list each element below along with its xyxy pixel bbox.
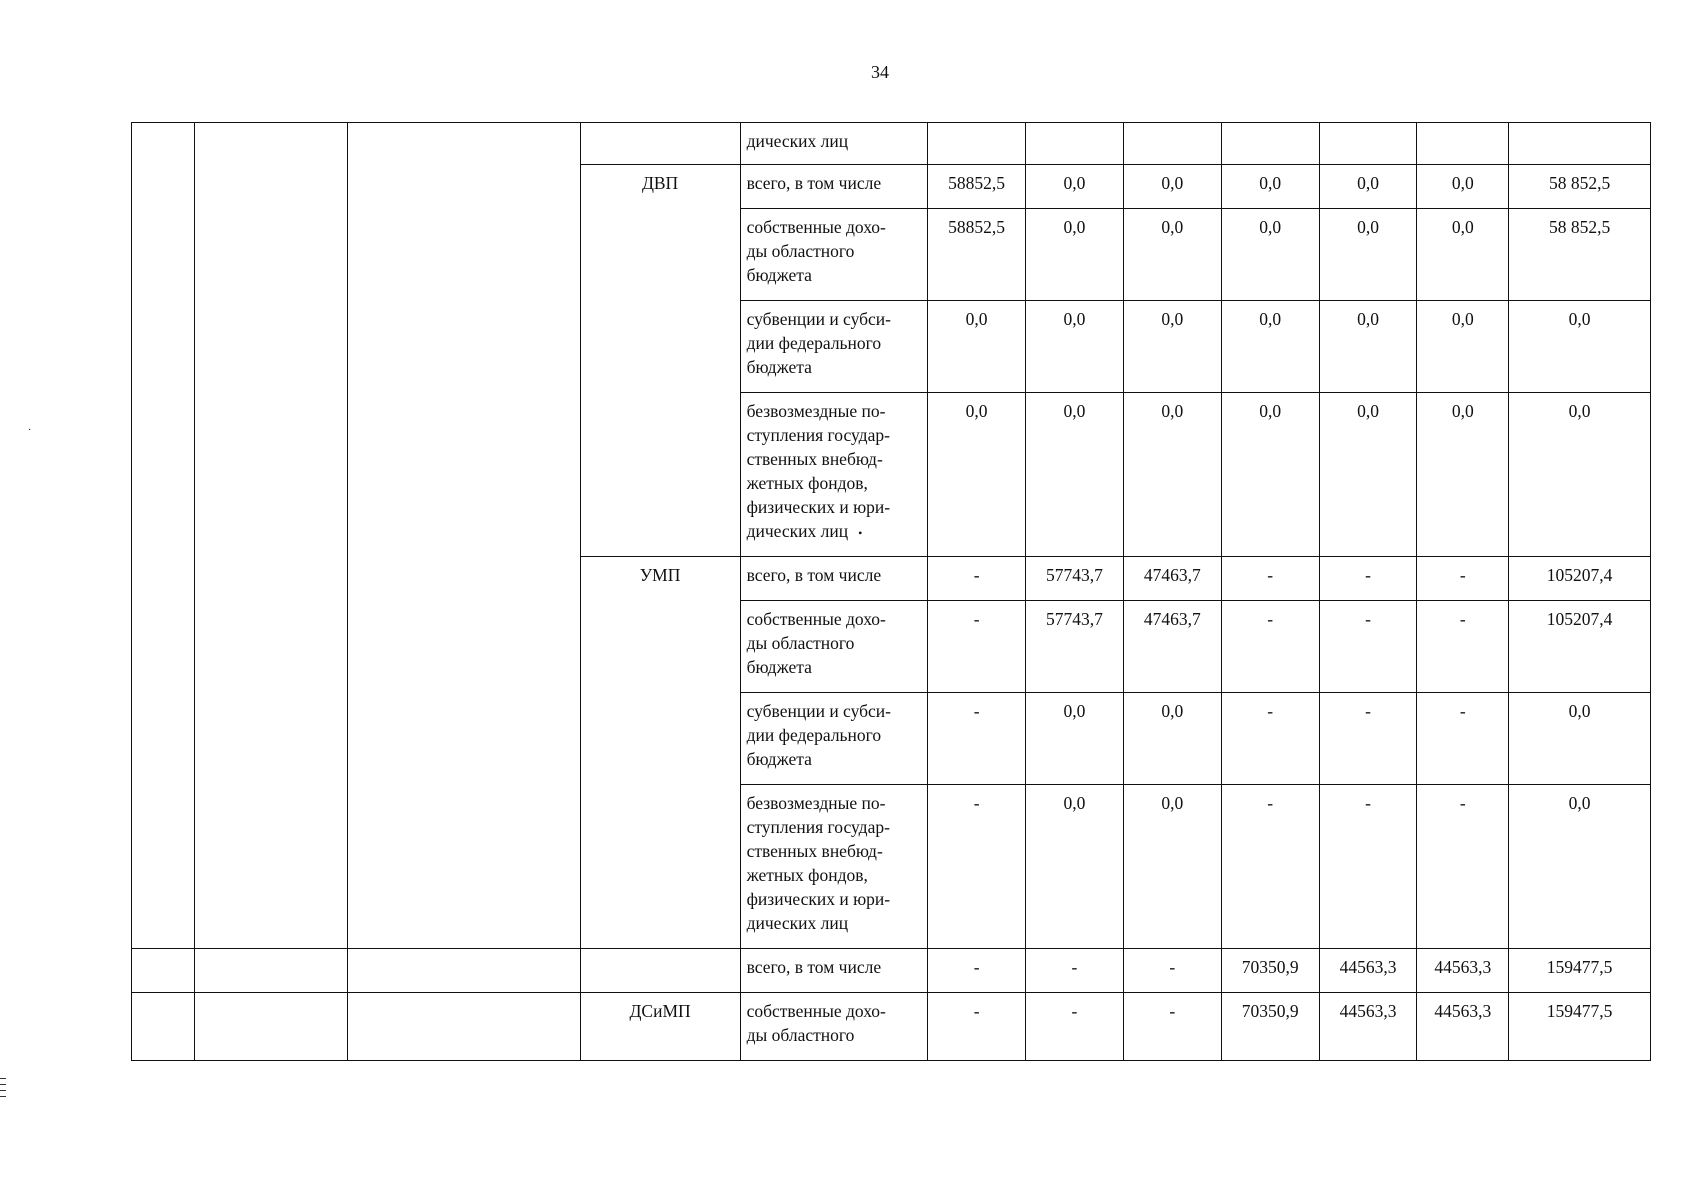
index-cell (132, 123, 195, 949)
dot-mark: • (858, 526, 863, 540)
org-cell: УМП (580, 557, 740, 949)
index-cell (132, 993, 195, 1061)
funding-source-cell: безвозмездные по- ступления государ- ственных внебюд- жетных фондов, физических и юри- дических лиц (740, 785, 928, 949)
value-cell: 0,0 (1221, 393, 1319, 557)
total-cell: 159477,5 (1509, 949, 1651, 993)
funding-source-text: безвозмездные по- ступления государ- ственных внебюд- жетных фондов, физических и юри- дических лиц (746, 401, 891, 541)
value-cell: 0,0 (1123, 785, 1221, 949)
total-cell: 58 852,5 (1509, 209, 1651, 301)
event-cell (195, 949, 348, 993)
org-cell: ДСиМП (580, 993, 740, 1061)
budget-table (131, 122, 1651, 1061)
funding-source-cell: собственные дохо- ды областного (740, 993, 928, 1061)
total-cell (1509, 123, 1651, 165)
funding-source-cell: субвенции и субси- дии федерального бюджета (740, 301, 928, 393)
value-cell: 47463,7 (1123, 601, 1221, 693)
value-cell: 0,0 (1123, 393, 1221, 557)
org-cell (580, 949, 740, 993)
table-row (132, 993, 1651, 1061)
table-row (132, 949, 1651, 993)
value-cell: - (1026, 993, 1124, 1061)
value-cell: 0,0 (1319, 301, 1417, 393)
value-cell (1221, 123, 1319, 165)
total-cell: 159477,5 (1509, 993, 1651, 1061)
value-cell: 0,0 (1026, 693, 1124, 785)
value-cell: 0,0 (1026, 785, 1124, 949)
total-cell: 0,0 (1509, 301, 1651, 393)
funding-source-cell: собственные дохо- ды областного бюджета (740, 209, 928, 301)
value-cell (1123, 123, 1221, 165)
value-cell: 0,0 (1221, 301, 1319, 393)
value-cell: - (928, 949, 1026, 993)
funding-source-cell: всего, в том числе (740, 949, 928, 993)
value-cell: - (928, 693, 1026, 785)
value-cell: - (1221, 785, 1319, 949)
value-cell: 0,0 (1123, 301, 1221, 393)
value-cell: - (1319, 693, 1417, 785)
funding-source-cell: собственные дохо- ды областного бюджета (740, 601, 928, 693)
value-cell: 57743,7 (1026, 601, 1124, 693)
funding-source-cell: субвенции и субси- дии федерального бюджета (740, 693, 928, 785)
funding-source-cell: всего, в том числе (740, 165, 928, 209)
name-cell (348, 949, 580, 993)
value-cell: - (928, 785, 1026, 949)
value-cell: - (1221, 693, 1319, 785)
value-cell: 0,0 (1026, 301, 1124, 393)
total-cell: 0,0 (1509, 393, 1651, 557)
value-cell: - (1319, 557, 1417, 601)
value-cell: 0,0 (1417, 301, 1509, 393)
value-cell: 0,0 (1221, 209, 1319, 301)
value-cell: 44563,3 (1319, 993, 1417, 1061)
funding-source-cell (740, 393, 928, 557)
value-cell: 0,0 (1417, 393, 1509, 557)
value-cell: - (1319, 785, 1417, 949)
value-cell (1417, 123, 1509, 165)
value-cell: 58852,5 (928, 209, 1026, 301)
index-cell (132, 949, 195, 993)
value-cell: - (1123, 993, 1221, 1061)
funding-source-cell: всего, в том числе (740, 557, 928, 601)
name-cell (348, 993, 580, 1061)
value-cell: 0,0 (1417, 209, 1509, 301)
table-row (132, 123, 1651, 165)
value-cell: - (1221, 557, 1319, 601)
value-cell: 0,0 (1319, 209, 1417, 301)
value-cell: 0,0 (1417, 165, 1509, 209)
value-cell: - (1417, 557, 1509, 601)
value-cell: 58852,5 (928, 165, 1026, 209)
value-cell: 0,0 (1026, 209, 1124, 301)
name-cell (348, 123, 580, 949)
value-cell: 0,0 (1123, 165, 1221, 209)
value-cell: 0,0 (1026, 165, 1124, 209)
value-cell: 0,0 (928, 301, 1026, 393)
value-cell: 70350,9 (1221, 993, 1319, 1061)
page-number: 34 (871, 62, 889, 82)
value-cell (1026, 123, 1124, 165)
value-cell: 44563,3 (1417, 993, 1509, 1061)
value-cell (1319, 123, 1417, 165)
value-cell: 47463,7 (1123, 557, 1221, 601)
value-cell: 0,0 (1221, 165, 1319, 209)
org-cell: ДВП (580, 165, 740, 557)
value-cell: - (928, 993, 1026, 1061)
value-cell: - (928, 601, 1026, 693)
event-cell (195, 993, 348, 1061)
event-cell (195, 123, 348, 949)
value-cell: - (928, 557, 1026, 601)
total-cell: 0,0 (1509, 693, 1651, 785)
edge-marks (0, 1078, 6, 1102)
value-cell (928, 123, 1026, 165)
value-cell: - (1417, 601, 1509, 693)
org-cell (580, 123, 740, 165)
value-cell: 70350,9 (1221, 949, 1319, 993)
value-cell: 57743,7 (1026, 557, 1124, 601)
value-cell: 0,0 (1123, 693, 1221, 785)
value-cell: - (1026, 949, 1124, 993)
value-cell: 0,0 (1026, 393, 1124, 557)
funding-source-cell: дических лиц (740, 123, 928, 165)
value-cell: - (1319, 601, 1417, 693)
value-cell: - (1123, 949, 1221, 993)
value-cell: - (1417, 785, 1509, 949)
value-cell: 0,0 (1319, 165, 1417, 209)
total-cell: 105207,4 (1509, 557, 1651, 601)
total-cell: 58 852,5 (1509, 165, 1651, 209)
value-cell: 44563,3 (1319, 949, 1417, 993)
value-cell: 0,0 (1319, 393, 1417, 557)
total-cell: 0,0 (1509, 785, 1651, 949)
value-cell: - (1417, 693, 1509, 785)
total-cell: 105207,4 (1509, 601, 1651, 693)
value-cell: 0,0 (1123, 209, 1221, 301)
value-cell: - (1221, 601, 1319, 693)
value-cell: 44563,3 (1417, 949, 1509, 993)
margin-mark: · (28, 425, 32, 436)
value-cell: 0,0 (928, 393, 1026, 557)
